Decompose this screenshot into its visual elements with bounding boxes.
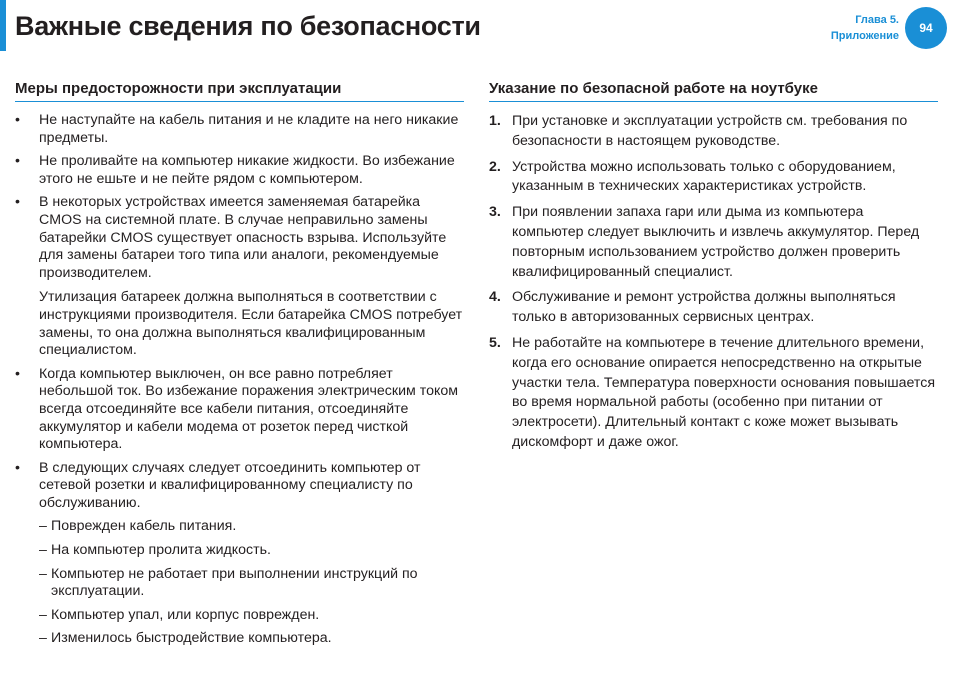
sub-list-item-text: Компьютер упал, или корпус поврежден.: [51, 606, 320, 623]
chapter-name: Приложение: [830, 30, 899, 42]
bullet-mark: •: [15, 194, 20, 211]
section-heading: Меры предосторожности при эксплуатации: [15, 78, 464, 102]
numbered-item: [489, 203, 938, 282]
sub-list-item: [39, 566, 464, 601]
dash-mark: –: [39, 630, 47, 647]
numbered-item: [489, 158, 938, 198]
sub-list-item: [39, 630, 464, 648]
numbered-item-text: При появлении запаха гари или дыма из компьютера компьютер следует выключить и извлечь аккумулятор. Перед повторным использованием устройство должен проверить квалифицированный специалист.: [512, 204, 920, 280]
numbered-item: [489, 288, 938, 328]
sub-list-item: [39, 542, 464, 560]
laptop-safety-list: [489, 112, 938, 453]
item-number: 1.: [489, 113, 501, 129]
dash-mark: –: [39, 565, 47, 582]
chapter-label[interactable]: [831, 12, 899, 44]
list-item: [15, 194, 464, 359]
dash-mark: –: [39, 518, 47, 535]
section-heading: Указание по безопасной работе на ноутбуке: [489, 78, 938, 102]
bullet-mark: •: [15, 365, 20, 382]
bullet-mark: •: [15, 459, 20, 476]
sub-list-item-text: Изменилось быстродействие компьютера.: [51, 630, 332, 647]
list-item: [15, 366, 464, 454]
item-number: 2.: [489, 158, 501, 175]
precautions-list: [15, 112, 464, 648]
sub-list-item: [39, 518, 464, 536]
list-item: [15, 153, 464, 188]
numbered-item: [489, 334, 938, 453]
list-item-note: Утилизация батареек должна выполняться в соответствии с инструкциями производителя. Если батарейка CMOS потребует замены, то она должна выполняться квалифицированным специалистом.: [39, 289, 463, 359]
sub-list-item-text: Компьютер не работает при выполнении инструкций по эксплуатации.: [51, 565, 418, 600]
item-number: 3.: [489, 204, 501, 221]
numbered-item-text: Не работайте на компьютере в течение длительного времени, когда его основание опирается непосредственно на открытые участки тела. Температура поверхности основания повышается во время нормальной работы (особенно при питании от электросети). Длительный контакт с коже может вызывать дискомфорт и даже ожог.: [512, 334, 936, 450]
list-item: [15, 460, 464, 648]
usage-precautions-section: [15, 78, 464, 654]
list-item: [15, 112, 464, 147]
item-number: 4.: [489, 289, 501, 306]
sub-list-item-text: Поврежден кабель питания.: [51, 518, 237, 535]
page-number-badge: 94: [905, 7, 947, 49]
sub-list-item-text: На компьютер пролита жидкость.: [51, 542, 271, 559]
disconnect-cases-list: [39, 518, 464, 648]
numbered-item-text: Обслуживание и ремонт устройства должны выполняться только в авторизованных сервисных центрах.: [512, 289, 896, 326]
sub-list-item: [39, 607, 464, 625]
list-item-text: В следующих случаях следует отсоединить компьютер от сетевой розетки и квалифицированному специалисту по обслуживанию.: [39, 459, 421, 511]
item-number: 5.: [489, 334, 501, 351]
list-item-text: В некоторых устройствах имеется заменяемая батарейка CMOS на системной плате. В случае неправильно замены батарейки CMOS существует опасность взрыва. Используйте для замены батареи того типа или аналоги, рекомендуемые производителем.: [39, 194, 447, 281]
header-accent-bar: [0, 0, 6, 51]
dash-mark: –: [39, 542, 47, 559]
list-item-text: Не проливайте на компьютер никакие жидкости. Во избежание этого не ешьте и не пейте рядом с компьютером.: [39, 153, 455, 187]
bullet-mark: •: [15, 112, 20, 128]
numbered-item-text: Устройства можно использовать только с оборудованием, указанным в технических характеристиках устройств.: [512, 158, 896, 195]
bullet-mark: •: [15, 153, 20, 170]
numbered-item-text: При установке и эксплуатации устройств см. требования по безопасности в настоящем руководстве.: [512, 113, 908, 149]
laptop-safety-section: [489, 78, 938, 459]
list-item-text: Не наступайте на кабель питания и не кладите на него никакие предметы.: [39, 112, 459, 146]
numbered-item: [489, 112, 938, 152]
page-title: Важные сведения по безопасности: [15, 11, 481, 41]
list-item-text: Когда компьютер выключен, он все равно потребляет небольшой ток. Во избежание поражения электрическим током всегда отсоединяйте все кабели питания, отсоединяйте аккумулятор и кабели модема от розеток перед чисткой компьютера.: [39, 365, 458, 453]
dash-mark: –: [39, 606, 47, 623]
chapter-number: Глава 5.: [855, 14, 899, 26]
